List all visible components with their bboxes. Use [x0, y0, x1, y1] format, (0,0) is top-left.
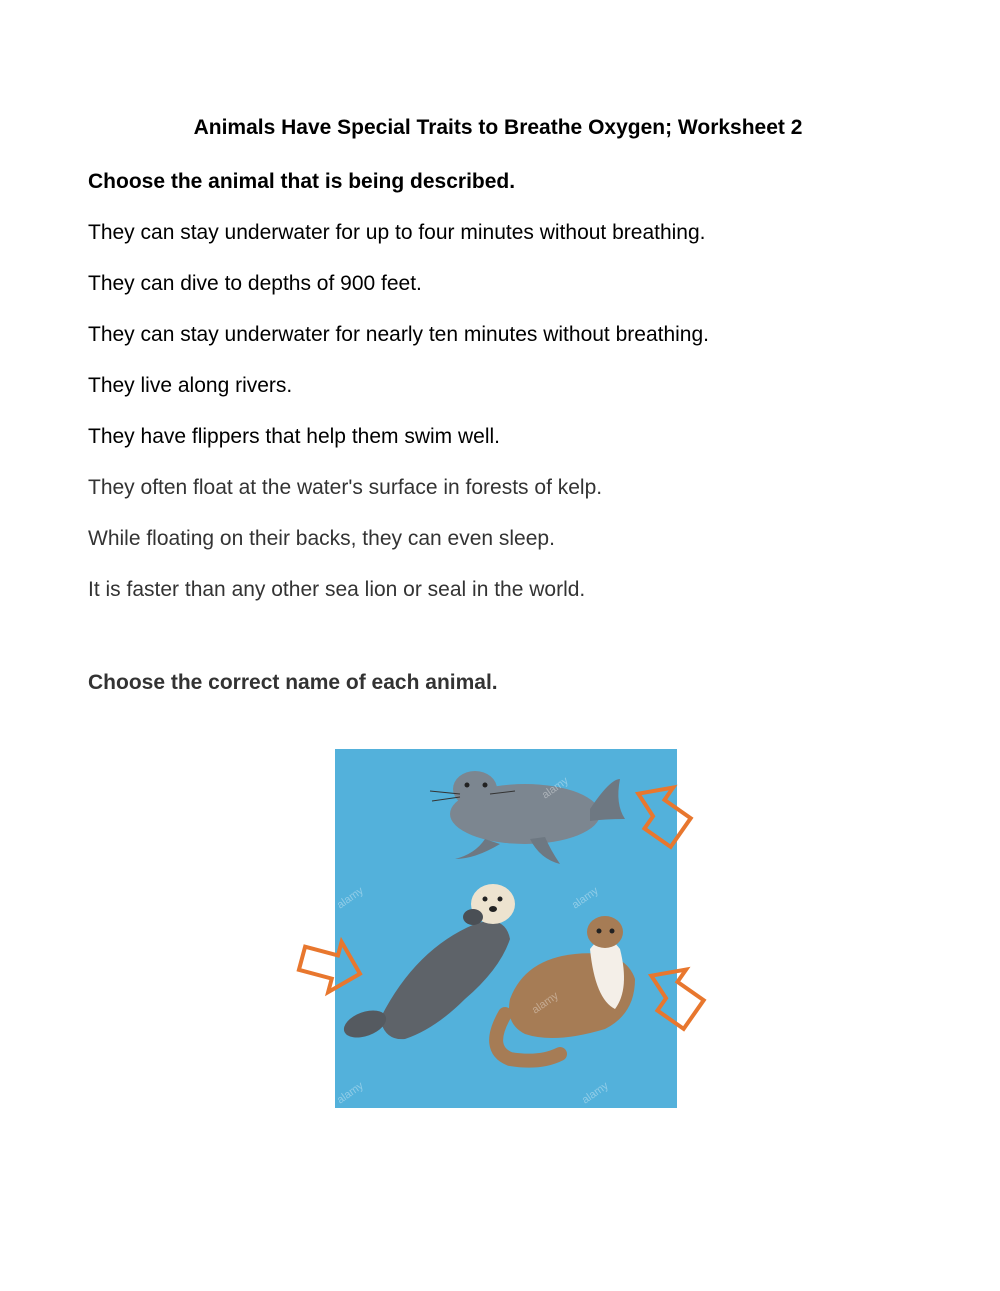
- description-line-8: It is faster than any other sea lion or seal in the world.: [88, 578, 586, 601]
- description-line-2: They can dive to depths of 900 feet.: [88, 272, 422, 295]
- description-line-3: They can stay underwater for nearly ten minutes without breathing.: [88, 323, 709, 346]
- arrow-sea-otter-icon: [295, 932, 367, 1000]
- description-line-1: They can stay underwater for up to four minutes without breathing.: [88, 221, 706, 244]
- arrow-river-otter-icon: [638, 962, 708, 1032]
- watermark-6: alamy: [579, 1079, 611, 1107]
- worksheet-title: Animals Have Special Traits to Breathe Oxygen; Worksheet 2: [193, 116, 803, 139]
- river-otter-figure: [496, 916, 635, 1061]
- section1-heading: Choose the animal that is being described.: [88, 170, 516, 193]
- watermark-3: alamy: [569, 884, 601, 912]
- description-line-5: They have flippers that help them swim well.: [88, 425, 501, 448]
- watermark-1: alamy: [539, 774, 571, 802]
- description-line-7: While floating on their backs, they can even sleep.: [88, 527, 555, 550]
- watermark-2: alamy: [335, 884, 366, 912]
- watermark-4: alamy: [529, 989, 561, 1017]
- section2-heading: Choose the correct name of each animal.: [88, 671, 498, 694]
- seal-figure: [430, 771, 625, 864]
- description-line-4: They live along rivers.: [88, 374, 293, 397]
- watermark-5: alamy: [335, 1079, 366, 1107]
- arrow-seal-icon: [625, 780, 695, 850]
- description-line-6: They often float at the water's surface in forests of kelp.: [88, 476, 603, 499]
